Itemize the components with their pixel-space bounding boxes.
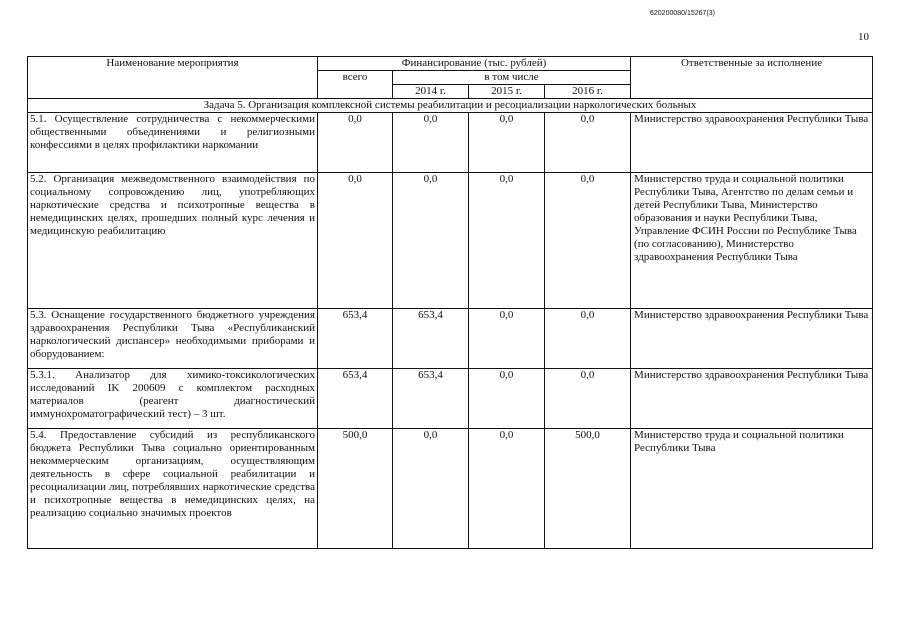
table-row <box>28 429 873 549</box>
row-2016: 0,0 <box>545 173 631 309</box>
row-2014: 653,4 <box>393 309 469 369</box>
header-including: в том числе <box>393 71 631 85</box>
row-2014: 0,0 <box>393 429 469 549</box>
header-total: всего <box>318 71 393 99</box>
page-number: 10 <box>858 31 869 43</box>
row-2014: 0,0 <box>393 113 469 173</box>
table-row <box>28 369 873 429</box>
header-responsible: Ответственные за исполнение <box>631 57 873 99</box>
row-total: 0,0 <box>318 173 393 309</box>
row-2016: 500,0 <box>545 429 631 549</box>
row-responsible: Министерство здравоохранения Республики Тыва <box>631 369 873 429</box>
row-name: 5.4. Предоставление субсидий из республиканского бюджета Республики Тыва социально ориентированным некоммерческим организациям, осуществляющим деятельность в сфере социальной реабилитации и ресоциализации лиц, потреблявших наркотические средства и психотропные вещества в немедицинских целях, на реализацию социально значимых проектов <box>28 429 318 549</box>
row-2015: 0,0 <box>469 429 545 549</box>
row-2016: 0,0 <box>545 369 631 429</box>
row-responsible: Министерство здравоохранения Республики Тыва <box>631 113 873 173</box>
row-total: 0,0 <box>318 113 393 173</box>
document-id: 620200080/15267(3) <box>650 10 716 17</box>
table-row <box>28 113 873 173</box>
row-2016: 0,0 <box>545 113 631 173</box>
header-financing: Финансирование (тыс. рублей) <box>318 57 631 71</box>
row-name: 5.3.1. Анализатор для химико-токсикологических исследований IK 200609 с комплектом расходных материалов (реагент диагностический иммунохроматографический тест) – 3 шт. <box>28 369 318 429</box>
row-total: 653,4 <box>318 369 393 429</box>
table-row <box>28 173 873 309</box>
financing-table <box>27 56 873 549</box>
header-2015: 2015 г. <box>469 85 545 99</box>
row-responsible: Министерство труда и социальной политики Республики Тыва <box>631 429 873 549</box>
row-2014: 653,4 <box>393 369 469 429</box>
row-2014: 0,0 <box>393 173 469 309</box>
header-name: Наименование мероприятия <box>28 57 318 99</box>
row-name: 5.1. Осуществление сотрудничества с некоммерческими общественными объединениями и религиозными конфессиями в целях профилактики наркомании <box>28 113 318 173</box>
row-responsible: Министерство труда и социальной политики Республики Тыва, Агентство по делам семьи и детей Республики Тыва, Министерство образования и науки Республики Тыва, Управление ФСИН России по Республике Тыва (по согласованию), Министерство здравоохранения Республики Тыва <box>631 173 873 309</box>
table-row <box>28 309 873 369</box>
task-title: Задача 5. Организация комплексной системы реабилитации и ресоциализации наркологических больных <box>28 99 873 113</box>
header-2014: 2014 г. <box>393 85 469 99</box>
row-name: 5.2. Организация межведомственного взаимодействия по социальному сопровождению лиц, употребляющих наркотические средства и психотропные вещества в немедицинских целях, прошедших полный курс лечения и медицинскую реабилитацию <box>28 173 318 309</box>
row-name: 5.3. Оснащение государственного бюджетного учреждения здравоохранения Республики Тыва «Республиканский наркологический диспансер» необходимыми приборами и оборудованием: <box>28 309 318 369</box>
header-2016: 2016 г. <box>545 85 631 99</box>
row-responsible: Министерство здравоохранения Республики Тыва <box>631 309 873 369</box>
row-2015: 0,0 <box>469 309 545 369</box>
row-2015: 0,0 <box>469 369 545 429</box>
row-2015: 0,0 <box>469 113 545 173</box>
row-2015: 0,0 <box>469 173 545 309</box>
row-2016: 0,0 <box>545 309 631 369</box>
row-total: 653,4 <box>318 309 393 369</box>
row-total: 500,0 <box>318 429 393 549</box>
